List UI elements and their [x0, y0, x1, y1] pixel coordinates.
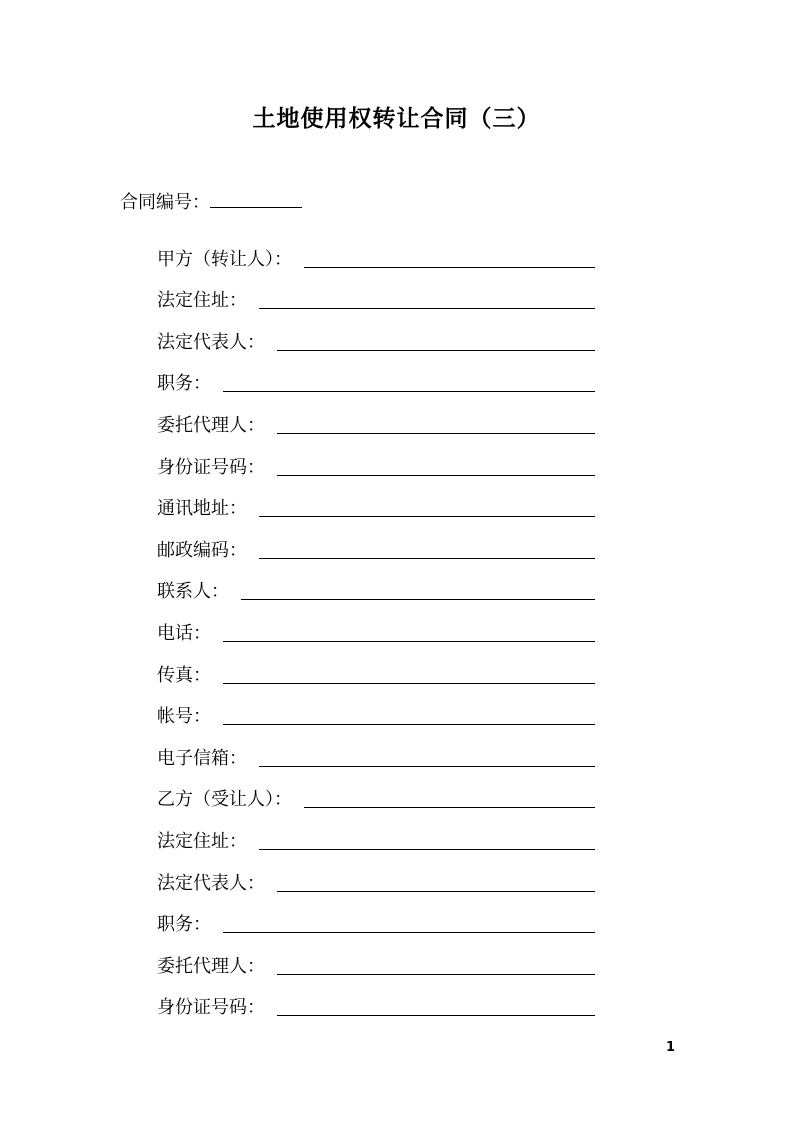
field-blank-line[interactable] [223, 390, 595, 392]
field-blank-line[interactable] [304, 806, 595, 808]
field-blank-line[interactable] [277, 973, 595, 975]
field-blank-line[interactable] [277, 432, 595, 434]
form-field[interactable] [157, 230, 595, 272]
field-blank-line[interactable] [223, 640, 595, 642]
field-blank-line[interactable] [223, 682, 595, 684]
form-field[interactable] [157, 646, 595, 688]
field-blank-line[interactable] [304, 266, 595, 268]
field-blank-line[interactable] [277, 474, 595, 476]
field-blank-line[interactable] [241, 598, 595, 600]
field-label: 职务： [157, 914, 211, 936]
form-field[interactable] [157, 979, 595, 1021]
field-label: 身份证号码： [157, 997, 265, 1019]
form-field[interactable] [157, 812, 595, 854]
field-blank-line[interactable] [277, 349, 595, 351]
form-field[interactable] [157, 521, 595, 563]
field-blank-line[interactable] [259, 765, 595, 767]
field-label: 传真： [157, 664, 211, 686]
field-label: 甲方（转让人）： [157, 248, 292, 270]
form-field[interactable] [157, 771, 595, 813]
field-label: 法定住址： [157, 290, 247, 312]
contract-number-label: 合同编号： [120, 192, 210, 213]
field-label: 邮政编码： [157, 539, 247, 561]
field-label: 联系人： [157, 581, 229, 603]
form-field[interactable] [157, 563, 595, 605]
page-number: 1 [666, 1040, 676, 1055]
form-field[interactable] [157, 604, 595, 646]
field-blank-line[interactable] [259, 848, 595, 850]
document-title: 土地使用权转让合同（三） [252, 106, 541, 132]
form-field[interactable] [157, 272, 595, 314]
field-label: 职务： [157, 373, 211, 395]
field-blank-line[interactable] [223, 931, 595, 933]
form-field[interactable] [157, 896, 595, 938]
form-field[interactable] [157, 688, 595, 730]
field-label: 法定代表人： [157, 331, 265, 353]
form-field[interactable] [157, 438, 595, 480]
form-field[interactable] [157, 729, 595, 771]
field-blank-line[interactable] [277, 1014, 595, 1016]
field-blank-line[interactable] [259, 557, 595, 559]
field-label: 法定住址： [157, 830, 247, 852]
field-label: 委托代理人： [157, 955, 265, 977]
form-field[interactable] [157, 396, 595, 438]
form-field[interactable] [157, 937, 595, 979]
contract-number-blank[interactable] [210, 188, 302, 208]
form-field[interactable] [157, 313, 595, 355]
field-label: 帐号： [157, 706, 211, 728]
field-blank-line[interactable] [277, 890, 595, 892]
party-info-fields [157, 230, 595, 1020]
field-label: 通讯地址： [157, 498, 247, 520]
field-label: 委托代理人： [157, 414, 265, 436]
field-blank-line[interactable] [223, 723, 595, 725]
form-field[interactable] [157, 355, 595, 397]
form-field[interactable] [157, 480, 595, 522]
field-label: 电子信箱： [157, 747, 247, 769]
field-blank-line[interactable] [259, 307, 595, 309]
form-field[interactable] [157, 854, 595, 896]
field-blank-line[interactable] [259, 515, 595, 517]
contract-number-field[interactable] [120, 188, 302, 214]
field-label: 乙方（受让人）： [157, 789, 292, 811]
field-label: 身份证号码： [157, 456, 265, 478]
field-label: 法定代表人： [157, 872, 265, 894]
field-label: 电话： [157, 622, 211, 644]
